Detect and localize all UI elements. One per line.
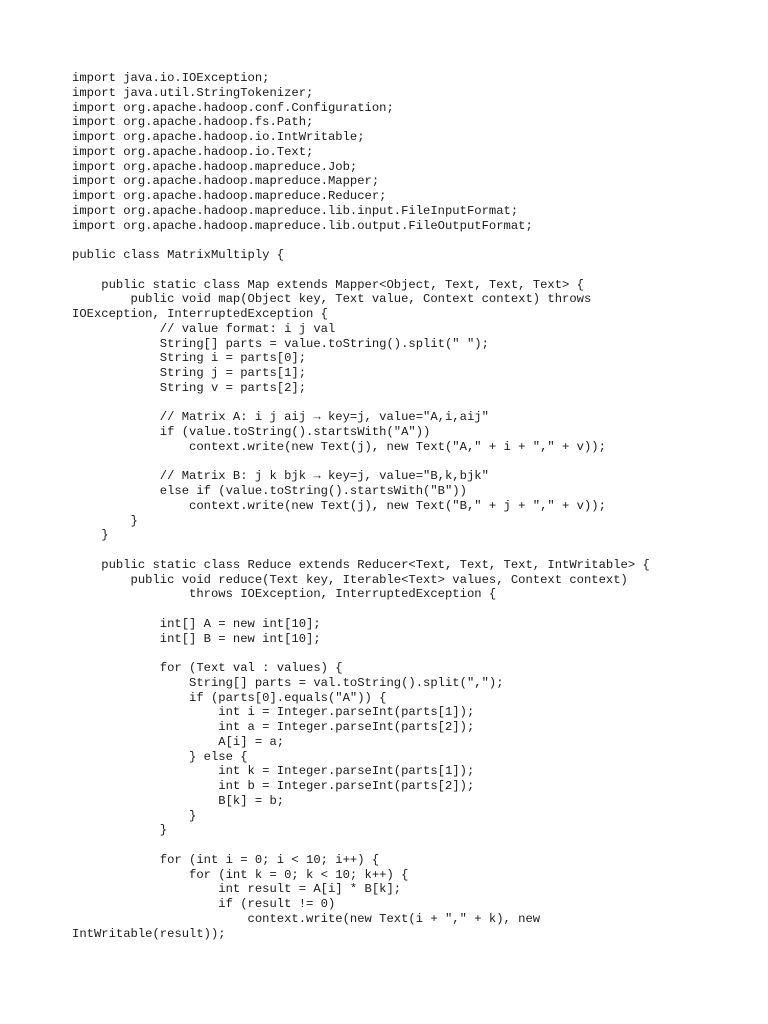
code-line: } [72, 528, 109, 543]
code-line: // value format: i j val [72, 321, 336, 336]
code-line [72, 602, 752, 617]
code-line [72, 396, 752, 411]
code-line: import org.apache.hadoop.mapreduce.Mapper; [72, 174, 380, 189]
code-line: import org.apache.hadoop.mapreduce.Reducer; [72, 189, 387, 203]
code-line [72, 646, 752, 661]
code-line [72, 233, 752, 248]
code-line: int k = Integer.parseInt(parts[1]); [72, 764, 475, 779]
code-line: import org.apache.hadoop.fs.Path; [72, 115, 314, 130]
code-line: } [72, 808, 197, 823]
code-line: // Matrix A: i j aij → key=j, value="A,i,aij" [72, 410, 489, 425]
code-line: String[] parts = value.toString().split(" "); [72, 336, 489, 351]
code-line: int result = A[i] * B[k]; [72, 882, 402, 897]
code-line: String[] parts = val.toString().split(","); [72, 675, 504, 690]
code-line: } [72, 513, 138, 528]
code-line: throws IOException, InterruptedException { [72, 587, 497, 602]
code-line: public class MatrixMultiply { [72, 248, 285, 262]
code-line [72, 543, 752, 558]
code-line: import org.apache.hadoop.mapreduce.lib.input.FileInputFormat; [72, 203, 519, 218]
code-line: int b = Integer.parseInt(parts[2]); [72, 779, 475, 793]
code-line: if (result != 0) [72, 897, 336, 911]
code-line: String v = parts[2]; [72, 380, 307, 395]
code-line: int[] A = new int[10]; [72, 616, 321, 631]
code-line [72, 838, 752, 853]
code-line: // Matrix B: j k bjk → key=j, value="B,k,bjk" [72, 469, 489, 484]
code-line: if (value.toString().startsWith("A")) [72, 425, 431, 439]
code-line: if (parts[0].equals("A")) { [72, 690, 387, 705]
code-line: for (int k = 0; k < 10; k++) { [72, 867, 409, 882]
code-line: } [72, 823, 168, 838]
code-line: context.write(new Text(i + "," + k), new [72, 911, 541, 926]
code-line: import org.apache.hadoop.io.Text; [72, 144, 314, 159]
code-line: else if (value.toString().startsWith("B")) [72, 484, 467, 498]
code-line: A[i] = a; [72, 734, 285, 749]
code-line [72, 455, 752, 470]
code-line: IntWritable(result)); [72, 926, 226, 941]
code-line: int[] B = new int[10]; [72, 631, 321, 646]
code-line: } else { [72, 749, 248, 764]
code-line: import org.apache.hadoop.mapreduce.lib.output.FileOutputFormat; [72, 218, 533, 233]
code-line: B[k] = b; [72, 793, 285, 808]
code-line: String i = parts[0]; [72, 351, 307, 366]
code-line [72, 263, 752, 278]
code-line: import java.io.IOException; [72, 71, 270, 85]
code-line: String j = parts[1]; [72, 366, 307, 380]
code-line: import org.apache.hadoop.conf.Configuration; [72, 100, 394, 115]
code-line: context.write(new Text(j), new Text("A," + i + "," + v)); [72, 439, 606, 454]
code-line: int i = Integer.parseInt(parts[1]); [72, 705, 475, 720]
code-line: import org.apache.hadoop.mapreduce.Job; [72, 159, 358, 174]
code-line: public static class Map extends Mapper<Object, Text, Text, Text> { [72, 277, 584, 292]
code-line: import org.apache.hadoop.io.IntWritable; [72, 130, 365, 144]
code-line: int a = Integer.parseInt(parts[2]); [72, 720, 475, 734]
code-block [72, 71, 752, 941]
code-line: context.write(new Text(j), new Text("B," + j + "," + v)); [72, 498, 606, 513]
code-line: public static class Reduce extends Reducer<Text, Text, Text, IntWritable> { [72, 557, 650, 572]
code-line: IOException, InterruptedException { [72, 307, 328, 321]
code-line: for (int i = 0; i < 10; i++) { [72, 852, 380, 867]
code-line: for (Text val : values) { [72, 661, 343, 675]
code-line: public void reduce(Text key, Iterable<Text> values, Context context) [72, 572, 628, 587]
code-line: import java.util.StringTokenizer; [72, 85, 314, 100]
code-line: public void map(Object key, Text value, Context context) throws [72, 292, 592, 307]
